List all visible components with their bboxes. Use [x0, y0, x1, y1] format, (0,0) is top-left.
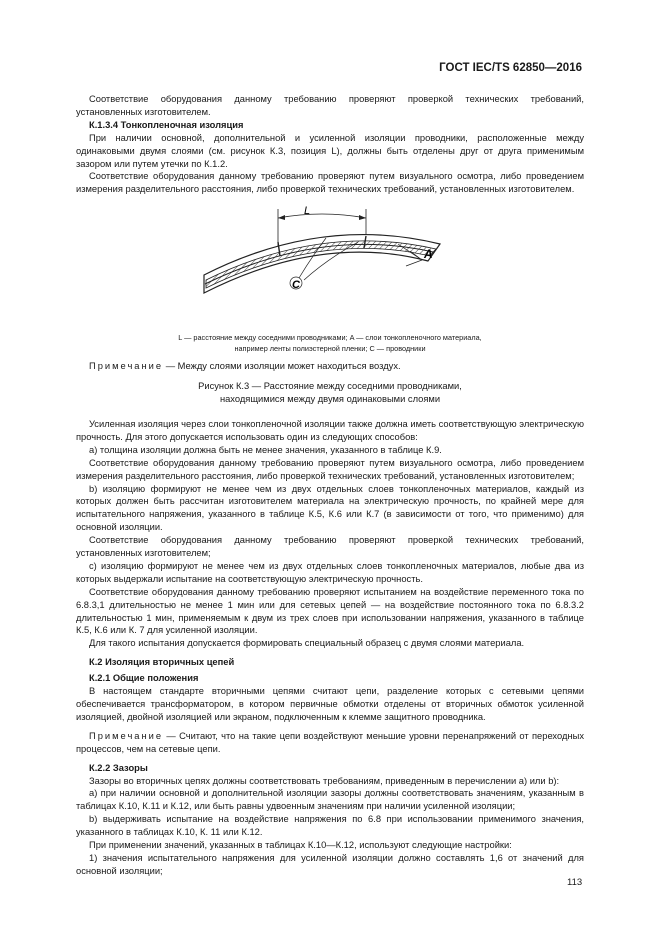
note — [76, 730, 584, 756]
section-heading-k2: К.2 Изоляция вторичных цепей — [89, 657, 235, 668]
list-item: а) толщина изоляции должна быть не менее значения, указанного в таблице К.9. — [89, 444, 442, 455]
section-heading-k21: К.2.1 Общие положения — [89, 673, 199, 684]
paragraph: Соответствие оборудования данному требованию проверяют путем визуального осмотра, либо проведением измерения разделительного расстояния, либо проверкой технических требований, установленных изготовителем. — [76, 171, 584, 195]
caption-line: Рисунок К.3 — Расстояние между соседними проводниками, — [198, 381, 462, 392]
paragraph: Соответствие оборудования данному требованию проверяют испытанием на воздействие переменного тока по 6.8.3,1 длительностью не менее 1 мин или для сетевых цепей — на воздействие постоянного тока по 6.8.3.2 длительностью 1 мин, применяемым к двум из трех слоев при использовании напряжения, указанного в таблице К.5, К.6 или К. 7 для усиленной изоляции. — [76, 586, 584, 636]
label-C: C — [292, 279, 300, 292]
document-header: ГОСТ IEC/TS 62850—2016 — [439, 62, 582, 74]
legend-line: L — расстояние между соседними проводниками; A — слои тонкопленочного материала, — [178, 333, 482, 343]
list-item: а) при наличии основной и дополнительной изоляции зазоры должны соответствовать значениям, указанным в таблицах К.10, К.11 и К.12, или быть равны удвоенным значениям при наличии усиленной изоляции; — [76, 788, 584, 812]
list-item: c) изоляцию формируют не менее чем из двух отдельных слоев тонкопленочных материалов, любые два из которых выдержали испытание на соответствующую электрическую прочность. — [76, 560, 584, 584]
paragraph: Зазоры во вторичных цепях должны соответствовать требованиям, приведенным в перечислении а) или b): — [89, 775, 560, 786]
label-A: A — [424, 247, 433, 262]
paragraph: Соответствие оборудования данному требованию проверяют проверкой технических требований, установленных изготовителем; — [76, 535, 584, 559]
paragraph: Соответствие оборудования данному требованию проверяют проверкой технических требований, установленных изготовителем. — [76, 94, 584, 117]
list-item: 1) значения испытательного напряжения для усиленной изоляции должно составлять 1,6 от значений для основной изоляции; — [76, 852, 584, 876]
page-content — [76, 93, 584, 878]
figure-legend — [76, 332, 584, 354]
paragraph: При применении значений, указанных в таблицах К.10—К.12, используют следующие настройки: — [89, 840, 512, 851]
paragraph: При наличии основной, дополнительной и усиленной изоляции проводники, расположенные между одинаковыми двумя слоями (см. рисунок К.3, позиция L), должны быть отделены друг от друга применимым зазором или путем утечки по К.1.2. — [76, 132, 584, 169]
figure-k3 — [76, 200, 584, 330]
note-text: — Между слоями изоляции может находиться воздух. — [163, 361, 401, 372]
figure-note — [76, 360, 584, 373]
list-item: b) выдерживать испытание на воздействие напряжения по 6.8 при использовании применимого значения, указанного в таблицах К.10, К. 11 или К.12. — [76, 814, 584, 838]
legend-line: например ленты полиэстерной пленки; C — проводники — [234, 344, 426, 354]
paragraph: Для такого испытания допускается формировать специальный образец с двумя слоями материала. — [89, 638, 525, 649]
section-heading-k22: К.2.2 Зазоры — [89, 762, 148, 773]
note-label: Примечание — [89, 730, 164, 741]
insulation-layers-diagram — [196, 200, 456, 304]
paragraph: Усиленная изоляция через слои тонкопленочной изоляции также должна иметь соответствующую электрическую прочность. Для этого допускается использовать один из следующих способов: — [76, 418, 584, 442]
list-item: b) изоляцию формируют не менее чем из двух отдельных слоев тонкопленочных материалов, каждый из которых должен быть рассчитан изготовителем материала на электрическую прочность, по крайней мере для испытательного напряжения, указанного в таблице К.5, К.6 или К.7 (в зависимости от того, что применимо) для основной изоляции. — [76, 483, 584, 533]
caption-line: находящимися между двумя одинаковыми слоями — [219, 394, 441, 405]
paragraph: Соответствие оборудования данному требованию проверяют путем визуального осмотра, либо проведением измерения разделительного расстояния, либо проверкой технических требований, установленных изготовителем; — [76, 457, 584, 481]
section-heading-k134: К.1.3.4 Тонкопленочная изоляция — [89, 119, 244, 130]
label-L: L — [304, 205, 311, 218]
note-label: Примечание — [89, 361, 164, 372]
paragraph: В настоящем стандарте вторичными цепями считают цепи, разделение которых с сетевыми цепями обеспечивается трансформатором, в котором первичные обмотки отделены от вторичных обмоток усиленной изоляцией, двойной изоляцией или экраном, подключенным к клемме защитного проводника. — [76, 686, 584, 722]
note-text: — Считают, что на такие цепи воздействуют меньшие уровни перенапряжений от переходных процессов, чем на сетевые цепи. — [76, 730, 584, 754]
page-number: 113 — [567, 877, 583, 888]
figure-caption — [76, 380, 584, 406]
